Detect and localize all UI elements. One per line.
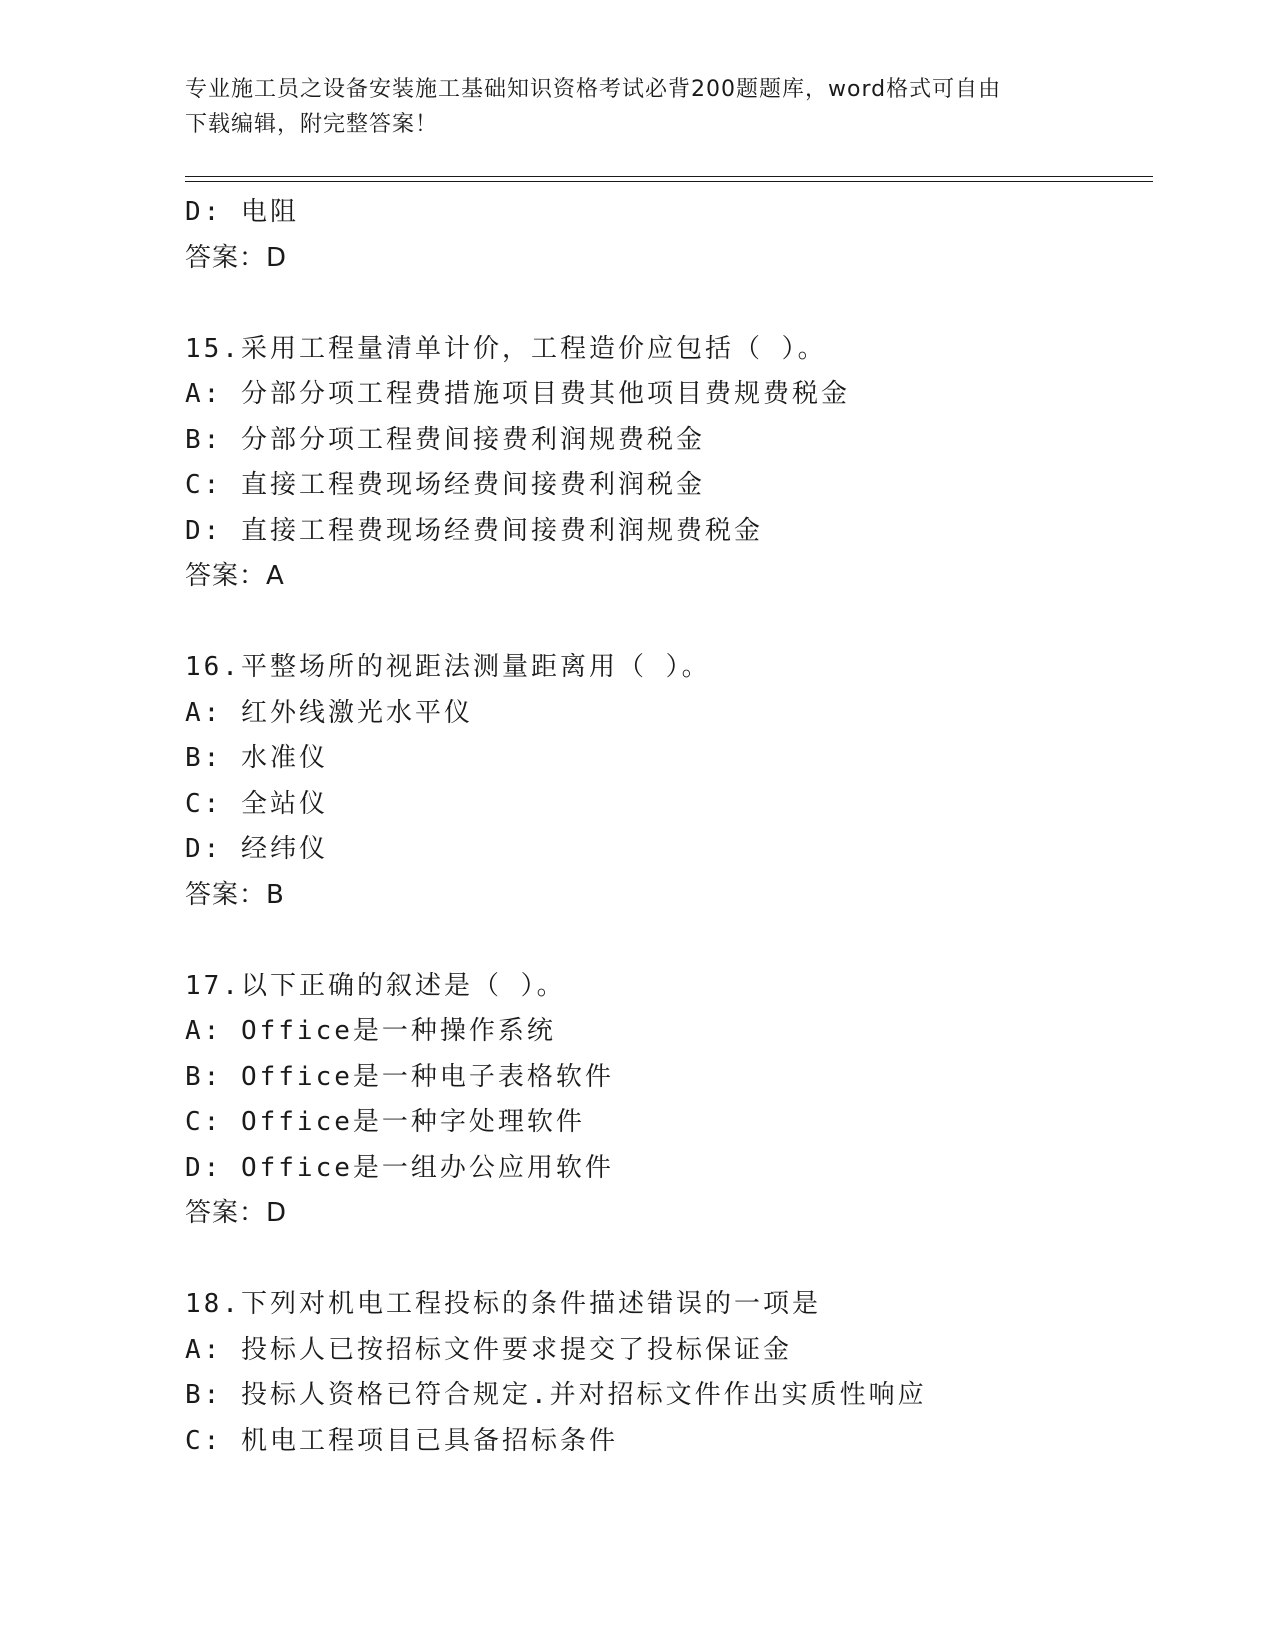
- block-spacer: [185, 281, 1185, 327]
- option-d: D: Office是一组办公应用软件: [185, 1152, 614, 1183]
- option-c: C: Office是一种字处理软件: [185, 1107, 585, 1137]
- answer-line: 答案：D: [185, 242, 288, 273]
- option-b: B: 分部分项工程费间接费利润规费税金: [185, 424, 705, 455]
- header-line-2: 下载编辑，附完整答案！: [185, 112, 439, 137]
- option-b: B: 投标人资格已符合规定.并对招标文件作出实质性响应: [185, 1380, 927, 1410]
- option-d: D: 直接工程费现场经费间接费利润规费税金: [185, 515, 763, 546]
- question-block-15: [185, 327, 1185, 600]
- question-block-16: [185, 645, 1185, 918]
- document-header: [185, 72, 1085, 142]
- question-text: 16.平整场所的视距法测量距离用（ ）。: [185, 652, 711, 682]
- option-b: B: 水准仪: [185, 743, 328, 773]
- question-block-18: [185, 1282, 1185, 1464]
- header-line-1: 专业施工员之设备安装施工基础知识资格考试必背200题题库，word格式可自由: [185, 77, 1002, 102]
- option-c: C: 全站仪: [185, 788, 328, 819]
- option-c: C: 直接工程费现场经费间接费利润税金: [185, 470, 705, 500]
- question-list: [185, 190, 1185, 1464]
- answer-line: 答案：B: [185, 879, 285, 910]
- option-a: A: 红外线激光水平仪: [185, 697, 473, 728]
- block-spacer: [185, 600, 1185, 646]
- block-spacer: [185, 918, 1185, 964]
- question-text: 15.采用工程量清单计价，工程造价应包括（ ）。: [185, 333, 827, 364]
- question-block-17: [185, 964, 1185, 1237]
- question-block-14: [185, 190, 1185, 281]
- option-b: B: Office是一种电子表格软件: [185, 1061, 614, 1092]
- question-text: 17.以下正确的叙述是（ ）。: [185, 970, 566, 1001]
- option-a: A: Office是一种操作系统: [185, 1016, 556, 1046]
- option-a: A: 分部分项工程费措施项目费其他项目费规费税金: [185, 379, 850, 409]
- answer-line: 答案：D: [185, 1198, 288, 1228]
- question-text: 18.下列对机电工程投标的条件描述错误的一项是: [185, 1289, 821, 1319]
- option-d: D: 电阻: [185, 197, 299, 227]
- header-divider-top: [185, 176, 1153, 177]
- option-d: D: 经纬仪: [185, 834, 328, 864]
- option-a: A: 投标人已按招标文件要求提交了投标保证金: [185, 1334, 792, 1365]
- answer-line: 答案：A: [185, 561, 285, 591]
- block-spacer: [185, 1237, 1185, 1283]
- option-c: C: 机电工程项目已具备招标条件: [185, 1425, 618, 1456]
- header-divider-bottom: [185, 181, 1153, 182]
